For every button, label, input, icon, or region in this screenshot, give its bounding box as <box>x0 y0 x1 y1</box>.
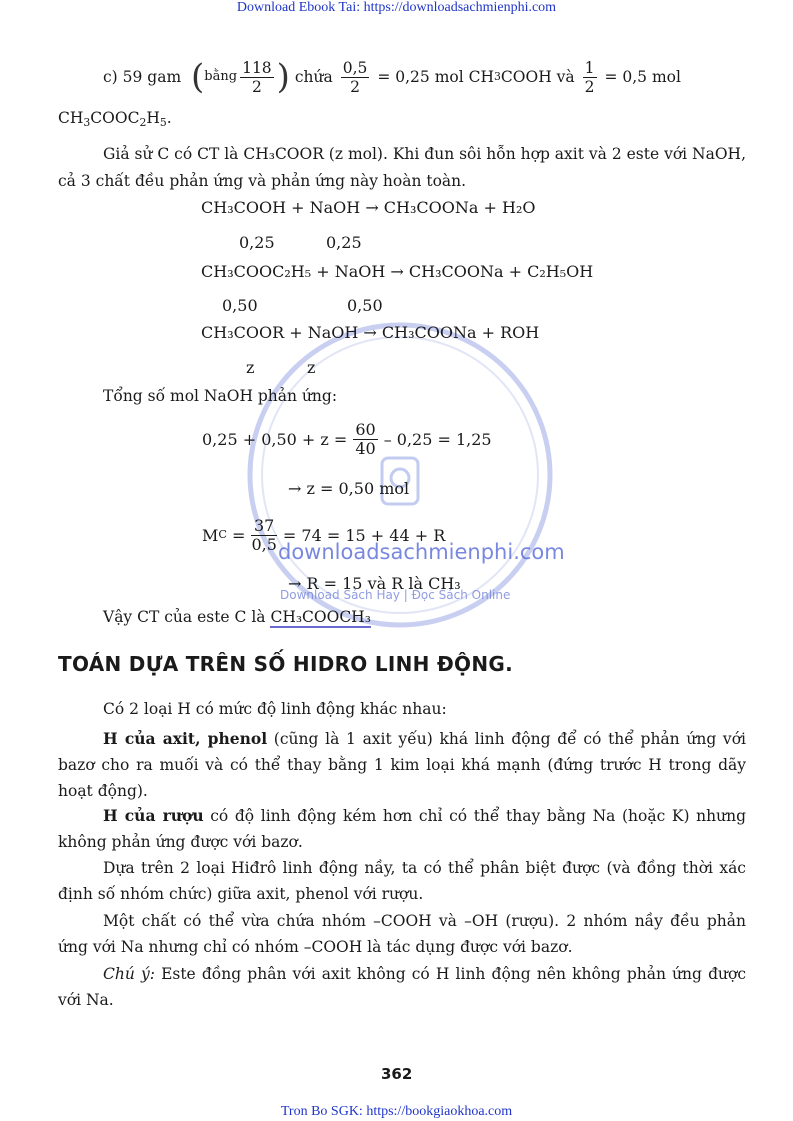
watermark-tagline: Download Sách Hay | Đọc Sách Online <box>280 588 511 602</box>
text: = <box>232 525 246 545</box>
text: COOH và <box>500 68 575 86</box>
denominator: 2 <box>251 77 262 96</box>
paragraph-3 <box>58 726 746 804</box>
equation-2: → z = 0,50 mol <box>288 479 410 498</box>
equation-1 <box>202 414 492 464</box>
denominator: 2 <box>350 77 361 96</box>
text: . <box>166 109 172 127</box>
paragraph-6: Một chất có thể vừa chứa nhóm –COOH và –OH (rượu). 2 nhóm nầy đều phản ứng với Na nhưng chỉ có nhóm –COOH là tác dụng được với bazơ. <box>58 912 746 956</box>
paragraph-5: Dựa trên 2 loại Hiđrô linh động nầy, ta có thể phân biệt được (và đồng thời xác định số nhóm chức) giữa axit, phenol với rượu. <box>58 859 746 903</box>
line-ch3cooc2h5 <box>58 108 172 128</box>
answer-underlined: CH₃COOCH₃ <box>270 608 371 626</box>
reaction-3: CH₃COOR + NaOH → CH₃COONa + ROH <box>201 323 540 342</box>
fraction <box>341 59 370 96</box>
equation-r: → R = 15 và R là CH₃ <box>288 574 461 593</box>
text: – 0,25 = 1,25 <box>383 429 492 449</box>
text: = 74 = 15 + 44 + R <box>282 525 446 545</box>
page-number: 362 <box>381 1065 413 1083</box>
numerator: 1 <box>584 58 595 77</box>
text: = 0,25 mol CH <box>377 68 495 86</box>
paragraph-2: Có 2 loại H có mức độ linh động khác nhau: <box>103 700 447 718</box>
reaction-2-value-2: 0,50 <box>347 296 383 315</box>
fraction <box>240 59 274 96</box>
fraction <box>583 59 597 96</box>
numerator: 118 <box>242 58 272 77</box>
equation-mc: M C = $\frac{37}{0,5}$ = 74 = 15 + 44 + R <box>202 515 446 554</box>
reaction-3-value-1: z <box>246 358 255 377</box>
reaction-2-value-1: 0,50 <box>222 296 258 315</box>
fraction <box>353 421 377 458</box>
text: H <box>146 109 160 127</box>
numerator: 0,5 <box>342 58 368 77</box>
paragraph-gia-su: Giả sử C có CT là CH₃COOR (z mol). Khi đun sôi hỗn hợp axit và 2 este với NaOH, cả 3 chất đều phản ứng và phản ứng này hoàn toàn. <box>58 145 747 190</box>
paragraph-7 <box>58 961 746 1013</box>
text: chứa <box>294 68 333 86</box>
text: (cũng là 1 axit yếu) khá linh động để có thể phản ứng với bazơ cho ra muối và có thể thay bằng 1 kim loại khá mạnh (đứng trước H trong dãy hoạt động). <box>58 730 746 800</box>
text: 0,25 + 0,50 + z = <box>202 429 348 449</box>
header-download-link[interactable]: Download Ebook Tai: https://downloadsachmienphi.com <box>236 0 557 15</box>
reaction-1: CH₃COOH + NaOH → CH₃COONa + H₂O <box>201 198 536 217</box>
text: bằng <box>204 69 238 84</box>
fraction <box>251 517 276 554</box>
section-heading: TOÁN DỰA TRÊN SỐ HIDRO LINH ĐỘNG. <box>58 652 513 676</box>
paren-open: ( <box>191 57 205 97</box>
denominator: 0,5 <box>251 534 277 554</box>
paren-close: ) <box>276 57 290 97</box>
reaction-2: CH₃COOC₂H₅ + NaOH → CH₃COONa + C₂H₅OH <box>201 262 594 281</box>
bold-term: H của axit, phenol <box>103 729 268 748</box>
bold-term: H của rượu <box>103 806 204 825</box>
numerator: 37 <box>251 517 276 536</box>
reaction-1-value-2: 0,25 <box>326 233 362 252</box>
text: c) 59 gam <box>103 68 182 86</box>
text: COOC <box>90 109 140 127</box>
text: Vậy CT của este C là <box>103 608 266 626</box>
denominator: 40 <box>355 438 376 458</box>
subscript: 5 <box>159 116 167 129</box>
text: = 0,5 mol <box>604 68 681 86</box>
subscript: 2 <box>139 116 147 129</box>
text: CH <box>58 109 84 127</box>
watermark-site: downloadsachmienphi.com <box>278 540 565 564</box>
paragraph-4 <box>58 803 746 855</box>
text: có độ linh động kém hơn chỉ có thể thay bằng Na (hoặc K) nhưng không phản ứng được với bazơ. <box>58 807 747 851</box>
numerator: 60 <box>355 419 376 439</box>
reaction-1-value-1: 0,25 <box>239 233 275 252</box>
italic-note: Chú ý: <box>103 965 155 983</box>
conclusion <box>103 607 371 627</box>
tong-so-mol: Tổng số mol NaOH phản ứng: <box>103 387 338 405</box>
reaction-3-value-2: z <box>307 358 316 377</box>
line-c: c) 59 gam ( bằng $\frac{118}{2}$ ) chứa $\frac{0,5}{2}$ = 0,25 mol CH 3 COOH và $\frac{1}{2}$ = 0,5 mol <box>103 57 681 97</box>
text: Este đồng phân với axit không có H linh động nên không phản ứng được với Na. <box>58 965 747 1009</box>
footer-sgk-link[interactable]: Tron Bo SGK: https://bookgiaokhoa.com <box>280 1104 513 1119</box>
text: M <box>202 525 219 545</box>
subscript: 3 <box>83 116 91 129</box>
denominator: 2 <box>584 77 595 96</box>
